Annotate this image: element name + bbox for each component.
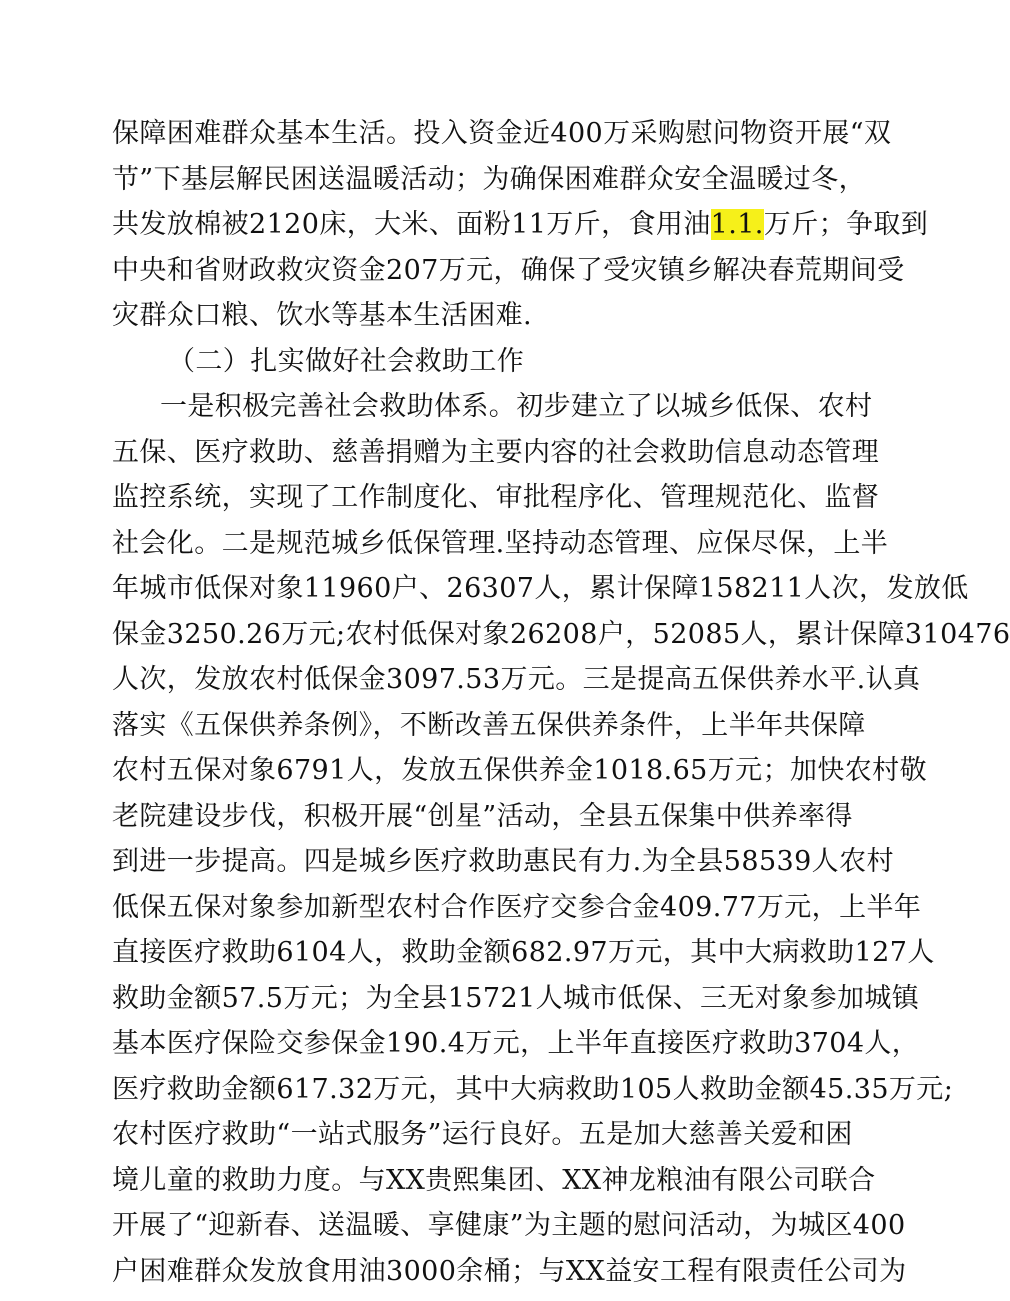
text-line: 农村五保对象6791人，发放五保供养金1018.65万元；加快农村敬 (112, 755, 927, 786)
document-body (112, 111, 1010, 1294)
text-line: 低保五保对象参加新型农村合作医疗交参合金409.77万元，上半年 (112, 891, 922, 923)
text-segment: 万斤；争取到 (763, 209, 929, 240)
text-line: 年城市低保对象11960户、26307人，累计保障158211人次，发放低 (112, 573, 969, 604)
text-line: 开展了“迎新春、送温暖、享健康”为主题的慰问活动，为城区400 (112, 1210, 906, 1241)
text-line: 监控系统，实现了工作制度化、审批程序化、管理规范化、监督 (112, 482, 880, 513)
text-line: 直接医疗救助6104人，救助金额682.97万元，其中大病救助127人 (112, 937, 935, 968)
text-line: 节”下基层解民困送温暖活动；为确保困难群众安全温暖过冬， (112, 163, 867, 195)
text-line: 医疗救助金额617.32万元，其中大病救助105人救助金额45.35万元; (112, 1073, 954, 1105)
text-line: 保障困难群众基本生活。投入资金近400万采购慰问物资开展“双 (112, 118, 892, 149)
text-line: 社会化。二是规范城乡低保管理.坚持动态管理、应保尽保，上半 (112, 527, 889, 559)
text-line: 基本医疗保险交参保金190.4万元，上半年直接医疗救助3704人， (112, 1028, 920, 1059)
text-line: 老院建设步伐，积极开展“创星”活动，全县五保集中供养率得 (112, 800, 853, 832)
text-line: 救助金额57.5万元；为全县15721人城市低保、三无对象参加城镇 (112, 982, 920, 1014)
text-line: 人次，发放农村低保金3097.53万元。三是提高五保供养水平.认真 (112, 664, 921, 695)
text-line: 灾群众口粮、饮水等基本生活困难. (112, 300, 532, 331)
text-line: 保金3250.26万元;农村低保对象26208户，52085人，累计保障310476 (112, 618, 1010, 650)
section-heading: （二）扎实做好社会救助工作 (168, 345, 525, 377)
text-line: 到进一步提高。四是城乡医疗救助惠民有力.为全县58539人农村 (112, 846, 894, 877)
text-line (112, 202, 929, 248)
text-line: 五保、医疗救助、慈善捐赠为主要内容的社会救助信息动态管理 (112, 436, 880, 468)
text-line: 农村医疗救助“一站式服务”运行良好。五是加大慈善关爱和困 (112, 1119, 853, 1150)
highlighted-text: 1.1. (710, 209, 764, 240)
text-line: 落实《五保供养条例》，不断改善五保供养条件，上半年共保障 (112, 709, 866, 741)
text-line: 境儿童的救助力度。与XX贵熙集团、XX神龙粮油有限公司联合 (112, 1164, 876, 1196)
text-line: 一是积极完善社会救助体系。初步建立了以城乡低保、农村 (160, 391, 873, 422)
text-line: 户困难群众发放食用油3000余桶；与XX益安工程有限责任公司为 (112, 1255, 907, 1287)
text-segment: 共发放棉被2120床，大米、面粉11万斤，食用油 (112, 209, 711, 240)
text-line: 中央和省财政救灾资金207万元，确保了受灾镇乡解决春荒期间受 (112, 254, 905, 286)
